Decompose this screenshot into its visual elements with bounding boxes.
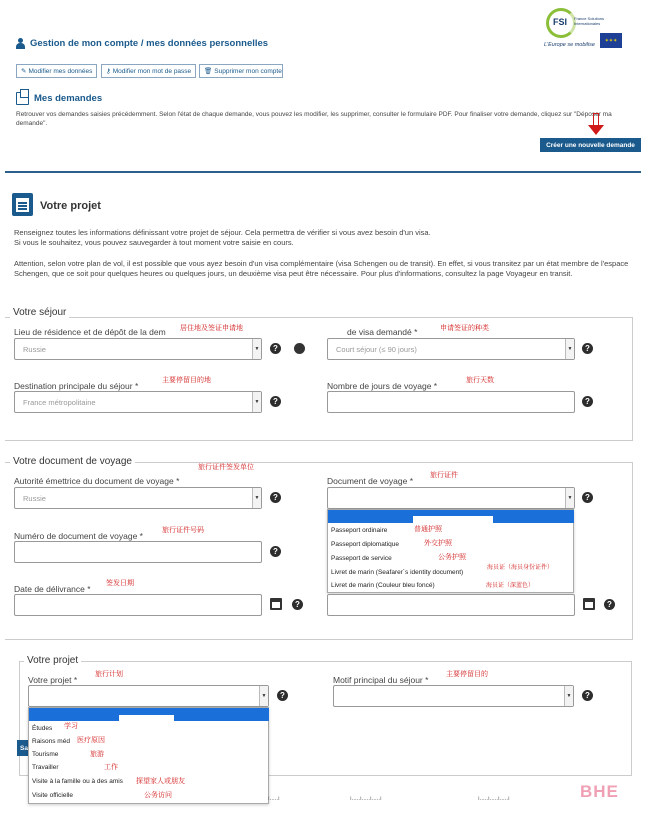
issue-date-label: Date de délivrance * (14, 584, 91, 594)
divider (5, 171, 641, 173)
visa-type-select[interactable]: Court séjour (≤ 90 jours) ▼ (327, 338, 575, 360)
chevron-down-icon: ▼ (252, 339, 261, 359)
option-seaman-book-2[interactable]: Livret de marin (Couleur bleu foncé) (331, 582, 435, 589)
account-title: Gestion de mon compte / mes données personnelles (30, 38, 269, 49)
help-icon[interactable]: ? (270, 396, 281, 407)
chevron-down-icon: ▼ (252, 488, 261, 508)
help-icon[interactable]: ? (582, 343, 593, 354)
doc-type-label: Document de voyage * (327, 476, 413, 486)
residence-select[interactable]: Russie ▼ (14, 338, 262, 360)
stay-legend: Votre séjour (10, 307, 69, 318)
chevron-down-icon: ▼ (252, 392, 261, 412)
visa-label: de visa demandé * (347, 327, 418, 337)
chevron-down-icon: ▼ (259, 686, 268, 706)
help-icon[interactable]: ? (270, 492, 281, 503)
motive-select[interactable] (333, 685, 574, 707)
project-attention: Attention, selon votre plan de vol, il est possible que vous ayez besoin d'un visa complémentaire (visa Schengen ou de transit). En effet, si vous transitez par un état membre de l'espace Schengen, que ce soit pour quelques heures ou quelques jours, un deuxième visa peut être nécessaire. Pour plus d'informations, consultez la page Voyageur en transit. (14, 259, 629, 278)
eu-flag-icon: ✶✶✶ (600, 33, 622, 48)
help-icon[interactable]: ? (582, 492, 593, 503)
days-label: Nombre de jours de voyage * (327, 381, 438, 391)
document-legend: Votre document de voyage (10, 456, 135, 467)
edit-password-button[interactable]: ⚷ Modifier mon mot de passe (101, 64, 196, 78)
option-work[interactable]: Travailler (32, 764, 59, 771)
option-family-visit[interactable]: Visite à la famille ou à des amis (32, 778, 123, 785)
edit-data-button[interactable]: ✎ Modifier mes données (16, 64, 97, 78)
days-input[interactable] (327, 391, 575, 413)
footer-fragment: ı.....ı.....ı.....ı (478, 796, 510, 802)
calendar-icon[interactable] (583, 598, 595, 610)
pencil-icon: ✎ (21, 68, 27, 75)
project-label: Votre projet * (28, 675, 78, 685)
documents-icon (16, 92, 29, 105)
help-icon[interactable]: ? (582, 396, 593, 407)
footer-fragment: ı.....ı.....ı.....ı (350, 796, 382, 802)
save-button[interactable]: Sa (17, 740, 37, 756)
project-intro-1: Renseignez toutes les informations définissant votre projet de séjour. Cela permettra de vérifier si vous avez besoin d'un visa. (14, 228, 431, 237)
user-icon (16, 38, 25, 49)
requests-header (16, 92, 102, 105)
account-header (16, 38, 268, 49)
residence-label: Lieu de résidence et de dépôt de la dem (14, 327, 166, 337)
project-intro-2: Si vous le souhaitez, vous pouvez sauvegarder à tout moment votre saisie en cours. (14, 238, 294, 247)
doc-type-dropdown (327, 509, 574, 593)
help-icon[interactable]: ? (270, 343, 281, 354)
clipboard-icon (12, 193, 33, 216)
option-diplomatic-passport[interactable]: Passeport diplomatique (331, 541, 399, 548)
option-medical[interactable]: Raisons méd (32, 738, 70, 745)
issue-date-input[interactable] (14, 594, 262, 616)
key-icon: ⚷ (106, 68, 111, 75)
requests-description: Retrouver vos demandes saisies précédemment. Selon l'état de chaque demande, vous pouvez les modifier, les supprimer, consulter le formulaire PDF. Pour finaliser votre demande, cliquez sur "Déposer ma demande". (16, 111, 612, 127)
option-service-passport[interactable]: Passeport de service (331, 555, 392, 562)
globe-icon[interactable] (294, 343, 305, 354)
fsi-logo: FSI France Solutions Internationales L'Europe se mobilise ✶✶✶ (544, 8, 624, 52)
help-icon[interactable]: ? (582, 690, 593, 701)
new-request-button[interactable]: Créer une nouvelle demande (540, 138, 641, 152)
authority-select[interactable]: Russie ▼ (14, 487, 262, 509)
watermark: BHE (580, 782, 619, 801)
chevron-down-icon: ▼ (565, 488, 574, 508)
chevron-down-icon: ▼ (564, 686, 573, 706)
option-seaman-book-1[interactable]: Livret de marin (Seafarer´s identity document) (331, 569, 464, 576)
project-legend: Votre projet (24, 655, 81, 666)
help-icon[interactable]: ? (292, 599, 303, 610)
authority-label: Autorité émettrice du document de voyage * (14, 476, 180, 486)
doc-number-input[interactable] (14, 541, 262, 563)
expiry-date-input[interactable] (327, 594, 575, 616)
delete-account-button[interactable]: 🗑 Supprimer mon compte (199, 64, 283, 78)
doc-number-label: Numéro de document de voyage * (14, 531, 143, 541)
project-title: Votre projet (40, 200, 101, 212)
project-select[interactable] (28, 685, 269, 707)
option-tourism[interactable]: Tourisme (32, 751, 59, 758)
trash-icon: 🗑 (204, 68, 213, 75)
motive-label: Motif principal du séjour * (333, 675, 429, 685)
footer-fragment: ı.....ı (268, 796, 280, 802)
calendar-icon[interactable] (270, 598, 282, 610)
help-icon[interactable]: ? (277, 690, 288, 701)
option-ordinary-passport[interactable]: Passeport ordinaire (331, 527, 388, 534)
chevron-down-icon: ▼ (565, 339, 574, 359)
destination-label: Destination principale du séjour * (14, 381, 139, 391)
doc-type-select[interactable] (327, 487, 575, 509)
destination-select[interactable]: France métropolitaine ▼ (14, 391, 262, 413)
option-official-visit[interactable]: Visite officielle (32, 792, 73, 799)
requests-title: Mes demandes (34, 93, 103, 104)
help-icon[interactable]: ? (604, 599, 615, 610)
help-icon[interactable]: ? (270, 546, 281, 557)
option-studies[interactable]: Études (32, 725, 53, 732)
down-arrow-icon (588, 113, 604, 137)
